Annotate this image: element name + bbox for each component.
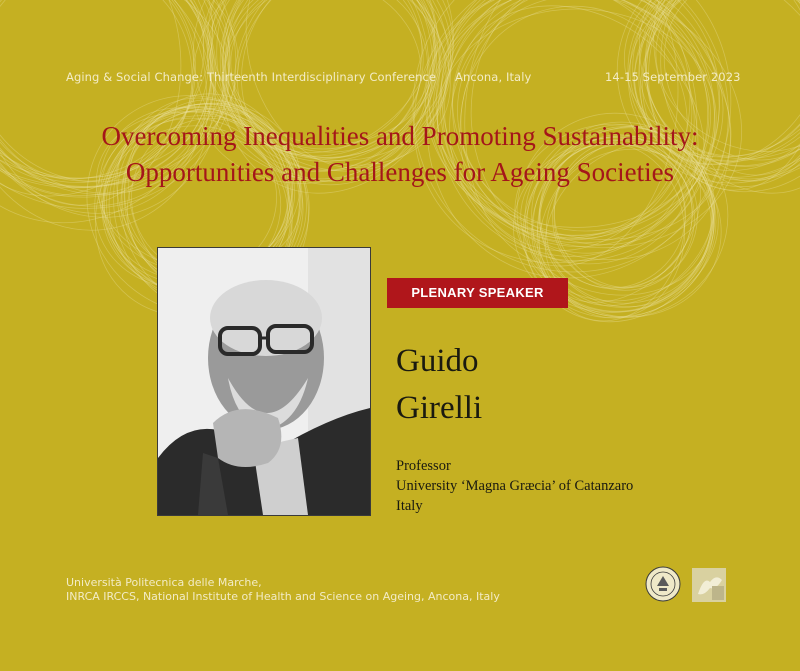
speaker-institution: University ‘Magna Græcia’ of Catanzaro [396,478,634,494]
speaker-name [396,338,482,432]
speaker-affiliation [396,456,633,516]
institute-logo-icon [690,566,728,604]
conference-dates: 14-15 September 2023 [605,70,741,84]
footer-line-1: Università Politecnica delle Marche, [66,576,262,589]
title-line-1: Overcoming Inequalities and Promoting Sustainability: [101,121,699,151]
speaker-first-name: Guido [396,343,479,379]
conference-location: Ancona, Italy [455,70,532,84]
plenary-speaker-badge: PLENARY SPEAKER [387,278,568,308]
speaker-role: Professor [396,458,451,474]
conference-name: Aging & Social Change: Thirteenth Interdisciplinary Conference [66,70,437,84]
title-line-2: Opportunities and Challenges for Ageing Societies [125,157,675,187]
speaker-photo [157,247,371,516]
conference-title [0,118,800,190]
organizers-footer [66,576,500,604]
speaker-country: Italy [396,498,423,514]
university-seal-icon [645,566,681,602]
speaker-last-name: Girelli [396,390,483,426]
footer-line-2: INRCA IRCCS, National Institute of Health and Science on Ageing, Ancona, Italy [66,590,500,603]
